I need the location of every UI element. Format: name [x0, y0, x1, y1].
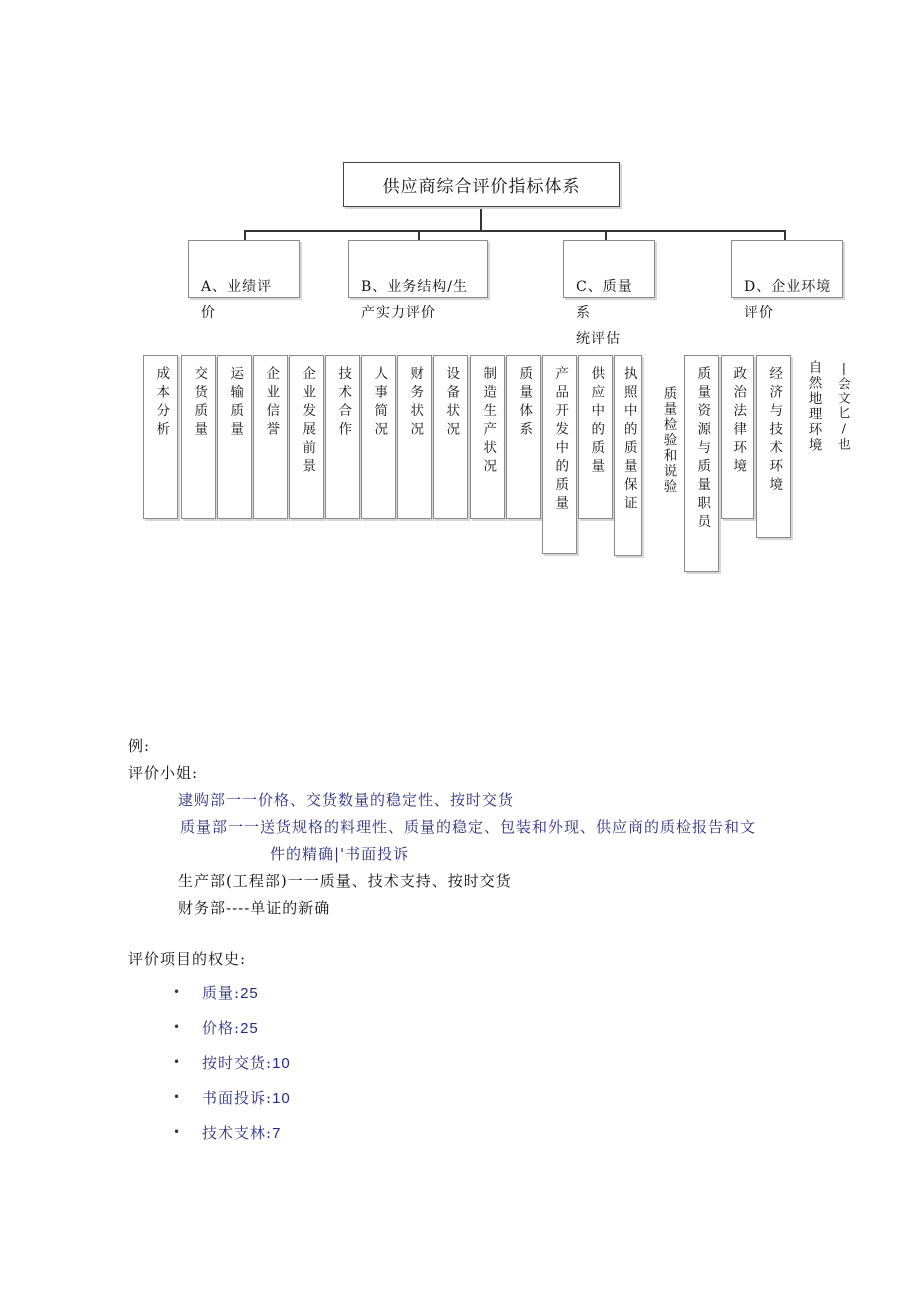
bullet-icon: •: [173, 1020, 181, 1034]
connector-b: [418, 230, 420, 240]
dept-line-finance: 财务部----单证的新确: [178, 899, 331, 917]
weight-value: 25: [240, 1020, 259, 1037]
weights-label: 评价项目的权史:: [128, 950, 247, 968]
free-label-geography: 自然地理环境: [805, 360, 822, 453]
leaf-manufacturing: [470, 355, 505, 519]
leaf-cost-analysis: [143, 355, 178, 519]
leaf-label: 产品开发中的质量: [552, 366, 569, 514]
leaf-label: 质量体系: [516, 366, 533, 440]
leaf-economic-tech: [756, 355, 791, 538]
leaf-supply-quality: [578, 355, 613, 519]
root-node-label: 供应商综合评价指标体系: [382, 177, 581, 197]
leaf-transport-quality: [217, 355, 252, 519]
connector-a: [244, 230, 246, 240]
category-a-label: A、业绩评 价: [201, 279, 273, 321]
connector-horizontal: [244, 230, 784, 232]
weight-value: 10: [272, 1090, 291, 1107]
leaf-label: 企业信誉: [263, 366, 280, 440]
leaf-quality-system: [506, 355, 541, 519]
panel-label: 评价小姐:: [128, 764, 199, 782]
leaf-tech-cooperation: [325, 355, 360, 519]
leaf-label: 成本分析: [153, 366, 170, 440]
leaf-label: 人事简况: [371, 366, 388, 440]
free-label-inspection: 质量检验和说验: [660, 386, 677, 495]
weight-item-complaints: 书面投诉:10: [202, 1089, 291, 1107]
leaf-label: 技术合作: [335, 366, 352, 440]
leaf-label: 经济与技术环境: [766, 366, 783, 496]
leaf-label: 交货质量: [191, 366, 208, 440]
leaf-label: 设备状况: [443, 366, 460, 440]
leaf-label: 财务状况: [407, 366, 424, 440]
category-b-label: B、业务结构/生 产实力评价: [361, 279, 469, 321]
leaf-delivery-quality: [181, 355, 216, 519]
category-c-label: C、质量系 统评估: [576, 279, 633, 347]
weight-value: 10: [272, 1055, 291, 1072]
leaf-political-legal: [721, 355, 754, 519]
leaf-license-quality: [614, 355, 642, 556]
example-label: 例:: [128, 737, 151, 755]
weight-item-on-time: 按时交货:10: [202, 1054, 291, 1072]
connector-d: [784, 230, 786, 240]
category-d: [731, 240, 843, 321]
root-node: [343, 162, 620, 207]
bullet-icon: •: [173, 1055, 181, 1069]
bullet-icon: •: [173, 985, 181, 999]
weight-item-quality: 质量:25: [202, 984, 259, 1002]
weight-value: 25: [240, 985, 259, 1002]
leaf-label: 制造生产状况: [480, 366, 497, 477]
weight-item-tech-support: 技术支林:7: [202, 1124, 282, 1142]
leaf-label: 政治法律环境: [730, 366, 747, 477]
leaf-credibility: [253, 355, 288, 519]
leaf-label: 供应中的质量: [588, 366, 605, 477]
free-label-culture: |会文匕/也: [836, 360, 852, 452]
category-b: [348, 240, 488, 321]
leaf-label: 质量资源与质量职员: [694, 366, 711, 533]
leaf-quality-resources: [684, 355, 719, 572]
category-a: [188, 240, 300, 321]
category-c: [563, 240, 655, 347]
category-d-label: D、企业环境 评价: [744, 279, 832, 321]
leaf-label: 企业发展前景: [299, 366, 316, 477]
leaf-development-prospect: [289, 355, 324, 519]
bullet-icon: •: [173, 1090, 181, 1104]
leaf-label: 执照中的质量保证: [620, 366, 637, 514]
bullet-icon: •: [173, 1125, 181, 1139]
leaf-product-dev-quality: [542, 355, 577, 554]
dept-line-quality: 质量部一一送货规格的料理性、质量的稳定、包装和外现、供应商的质检报告和文: [180, 818, 757, 836]
leaf-equipment: [433, 355, 468, 519]
leaf-label: 运输质量: [227, 366, 244, 440]
dept-line-production: 生产部(工程部)一一质量、技术支持、按时交货: [178, 872, 512, 890]
connector-c: [605, 230, 607, 240]
leaf-personnel: [361, 355, 396, 519]
leaf-financial: [397, 355, 432, 519]
weight-item-price: 价格:25: [202, 1019, 259, 1037]
connector-root-down: [480, 207, 482, 231]
dept-line-purchasing: 逮购部一一价格、交货数量的稳定性、按时交货: [178, 791, 515, 809]
weight-value: 7: [272, 1125, 282, 1142]
dept-line-quality-cont: 件的精确|'书面投诉: [270, 845, 410, 863]
